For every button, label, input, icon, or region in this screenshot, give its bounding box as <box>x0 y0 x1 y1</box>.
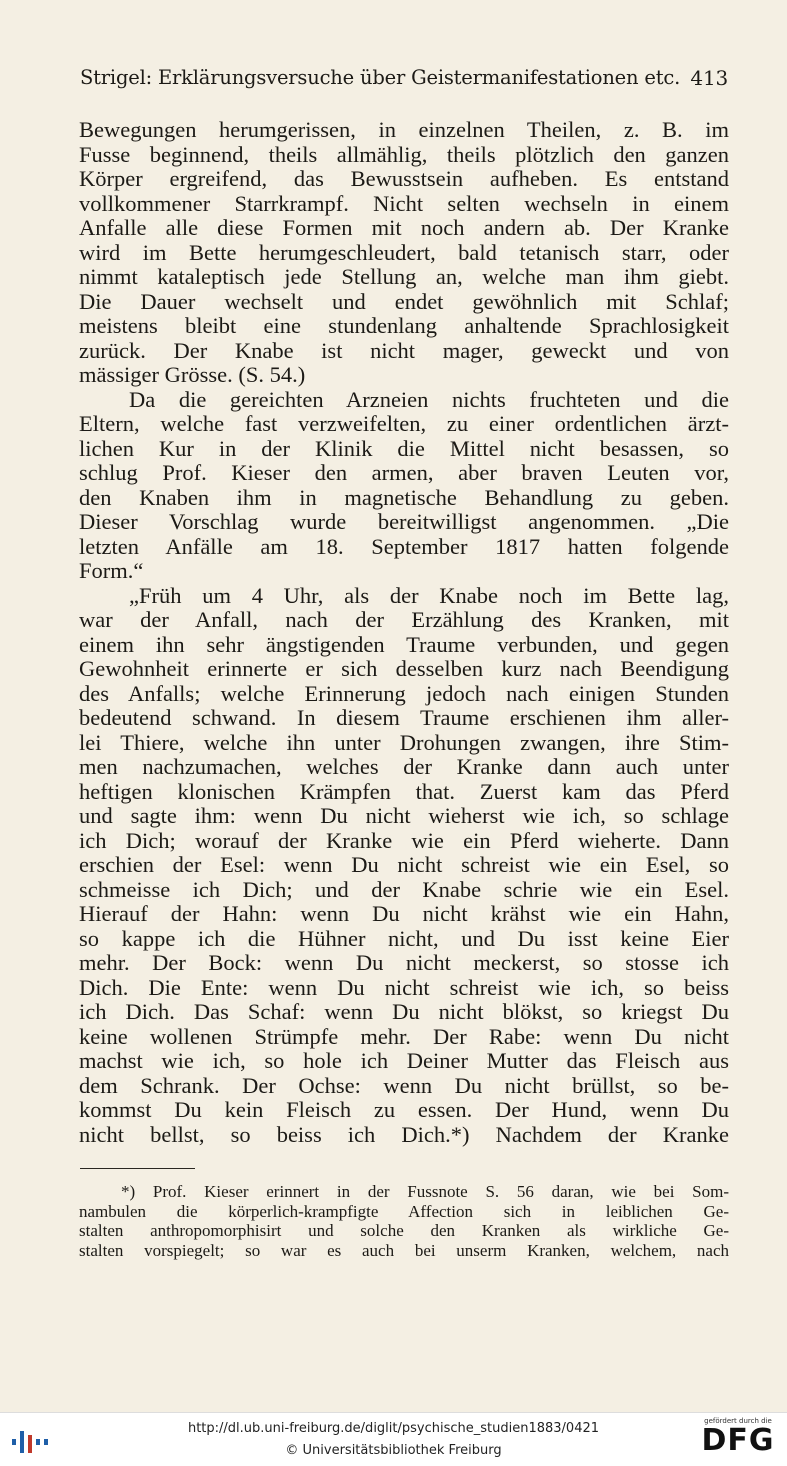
text-line: vollkommener Starrkrampf. Nicht selten wechseln in einem <box>79 190 729 216</box>
text-line: den Knaben ihm in magnetische Behandlung zu geben. <box>79 484 729 510</box>
text-line: lei Thiere, welche ihn unter Drohungen zwangen, ihre Stim- <box>79 729 729 755</box>
viewer-footer <box>0 1412 787 1466</box>
text-line: kommst Du kein Fleisch zu essen. Der Hund, wenn Du <box>79 1097 729 1122</box>
footnote-line: nambulen die körperlich-krampfigte Affection sich in leiblichen Ge- <box>79 1201 729 1221</box>
body-text <box>79 118 729 1147</box>
footnote <box>79 1182 729 1261</box>
text-line: zurück. Der Knabe ist nicht mager, geweckt und von <box>79 337 729 363</box>
text-line: schmeisse ich Dich; und der Knabe schrie wie ein Esel. <box>79 876 729 902</box>
footnote-line: stalten vorspiegelt; so war es auch bei unserm Kranken, welchem, nach <box>79 1241 729 1261</box>
text-line: so kappe ich die Hühner nicht, und Du isst keine Eier <box>79 925 729 951</box>
text-line: lichen Kur in der Klinik die Mittel nicht besassen, so <box>79 435 729 461</box>
page-number: 413 <box>690 66 728 90</box>
footnote-line: stalten anthropomorphisirt und solche den Kranken als wirkliche Ge- <box>79 1221 729 1241</box>
text-line: bedeutend schwand. In diesem Traume erschienen ihm aller- <box>79 705 729 730</box>
text-line: Anfalle alle diese Formen mit noch andern ab. Der Kranke <box>79 215 729 240</box>
text-line: Dich. Die Ente: wenn Du nicht schreist wie ich, so beiss <box>79 974 729 1000</box>
text-line: Dieser Vorschlag wurde bereitwilligst angenommen. „Die <box>79 509 729 534</box>
text-line: wird im Bette herumgeschleudert, bald tetanisch starr, oder <box>79 239 729 265</box>
text-line: Bewegungen herumgerissen, in einzelnen Theilen, z. B. im <box>79 117 729 142</box>
text-line: einem ihn sehr ängstigenden Traume verbunden, und gegen <box>79 631 729 657</box>
text-line: war der Anfall, nach der Erzählung des Kranken, mit <box>79 607 729 632</box>
running-header <box>80 66 730 89</box>
text-line: Fusse beginnend, theils allmählig, theils plötzlich den ganzen <box>79 141 729 167</box>
dfg-logo-icon <box>697 1417 779 1463</box>
copyright-notice: © Universitätsbibliothek Freiburg <box>285 1443 502 1458</box>
text-line: schlug Prof. Kieser den armen, aber braven Leuten vor, <box>79 460 729 485</box>
text-line: mässiger Grösse. (S. 54.) <box>79 362 306 387</box>
dfg-tagline: gefördert durch die <box>704 1417 772 1425</box>
text-line: Eltern, welche fast verzweifelten, zu einer ordentlichen ärzt- <box>79 411 729 436</box>
text-line: Form.“ <box>79 558 144 583</box>
text-line: Gewohnheit erinnerte er sich desselben kurz nach Beendigung <box>79 656 729 681</box>
text-line: Körper ergreifend, das Bewusstsein aufheben. Es entstand <box>79 166 729 191</box>
running-title: Strigel: Erklärungsversuche über Geistermanifestationen etc. <box>80 66 681 89</box>
text-line: letzten Anfälle am 18. September 1817 hatten folgende <box>79 533 729 559</box>
text-line: heftigen klonischen Krämpfen that. Zuerst kam das Pferd <box>79 778 729 804</box>
text-line: Die Dauer wechselt und endet gewöhnlich mit Schlaf; <box>79 288 729 314</box>
text-line: erschien der Esel: wenn Du nicht schreist wie ein Esel, so <box>79 852 729 877</box>
dfg-mark: DFG <box>701 1423 775 1458</box>
text-line: machst wie ich, so hole ich Deiner Mutter das Fleisch aus <box>79 1048 729 1073</box>
footnote-rule <box>80 1168 195 1169</box>
text-line: „Früh um 4 Uhr, als der Knabe noch im Bette lag, <box>129 582 729 608</box>
text-line: Hierauf der Hahn: wenn Du nicht krähst wie ein Hahn, <box>79 901 729 926</box>
text-line: ich Dich. Das Schaf: wenn Du nicht blökst, so kriegst Du <box>79 999 729 1024</box>
text-line: meistens bleibt eine stundenlang anhaltende Sprachlosigkeit <box>79 313 729 338</box>
text-line: nimmt kataleptisch jede Stellung an, welche man ihm giebt. <box>79 264 729 289</box>
text-line: men nachzumachen, welches der Kranke dann auch unter <box>79 754 729 779</box>
text-line: und sagte ihm: wenn Du nicht wieherst wie ich, so schlage <box>79 803 729 828</box>
text-line: Da die gereichten Arzneien nichts fruchteten und die <box>129 386 729 412</box>
footnote-line: *) Prof. Kieser erinnert in der Fussnote S. 56 daran, wie bei Som- <box>121 1182 729 1201</box>
text-line: ich Dich; worauf der Kranke wie ein Pferd wieherte. Dann <box>79 827 729 853</box>
text-line: dem Schrank. Der Ochse: wenn Du nicht brüllst, so be- <box>79 1072 729 1098</box>
text-line: nicht bellst, so beiss ich Dich.*) Nachdem der Kranke <box>79 1121 729 1147</box>
text-line: des Anfalls; welche Erinnerung jedoch nach einigen Stunden <box>79 680 729 706</box>
source-url-link[interactable]: http://dl.ub.uni-freiburg.de/diglit/psychische_studien1883/0421 <box>187 1421 600 1436</box>
text-line: mehr. Der Bock: wenn Du nicht meckerst, so stosse ich <box>79 950 729 975</box>
text-line: keine wollenen Strümpfe mehr. Der Rabe: wenn Du nicht <box>79 1023 729 1049</box>
